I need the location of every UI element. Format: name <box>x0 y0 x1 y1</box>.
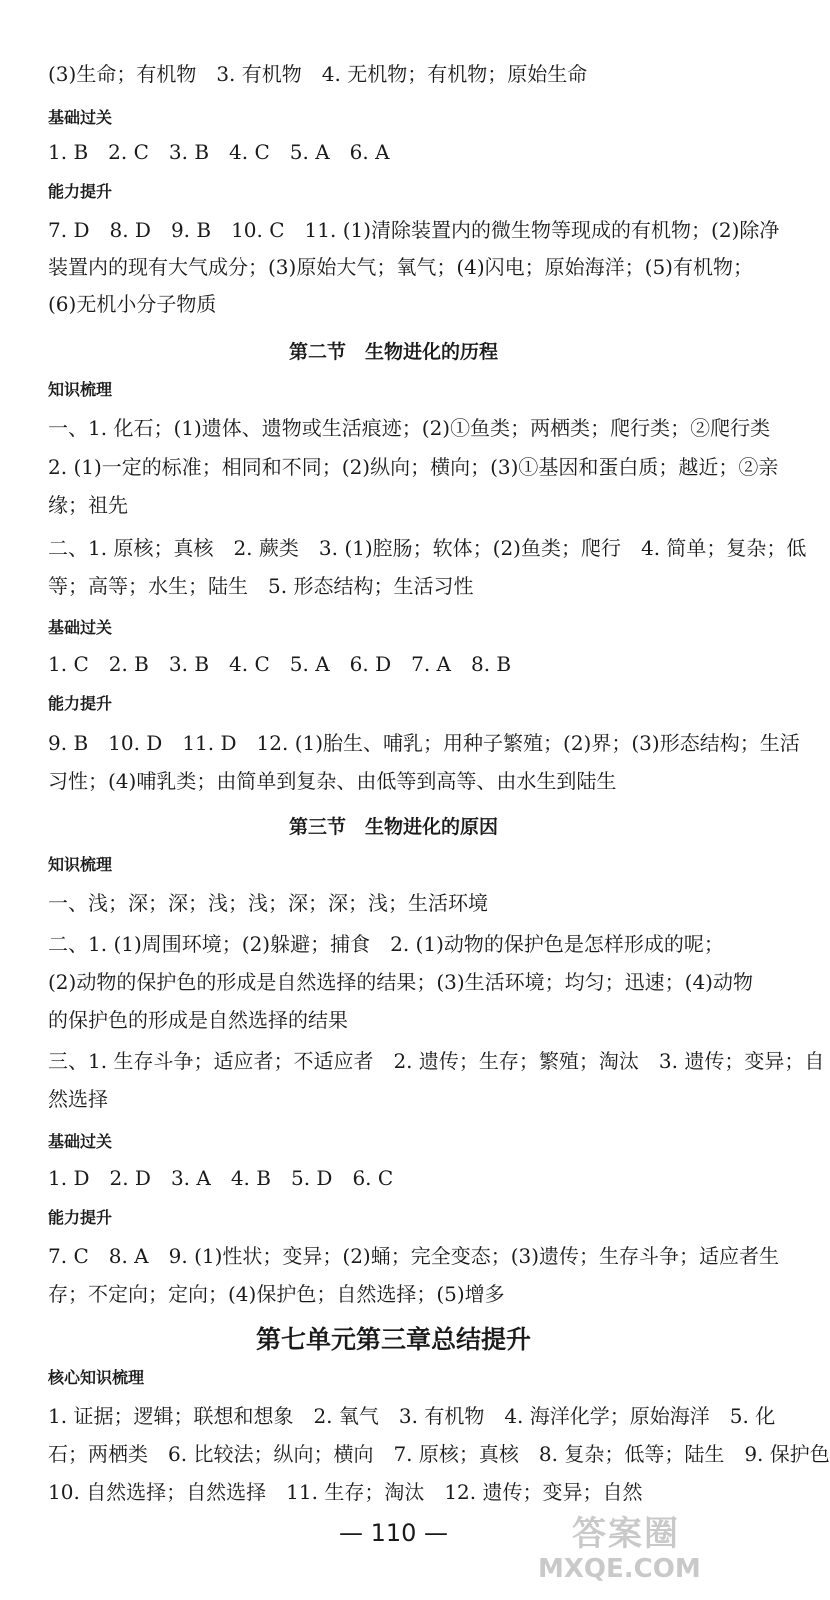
text-line: 等；高等；水生；陆生 5. 形态结构；生活习性 <box>48 574 474 598</box>
text-line: 1. B 2. C 3. B 4. C 5. A 6. A <box>48 140 390 164</box>
watermark-text: 答案圈 <box>572 1514 680 1554</box>
heading-knowledge-review: 知识梳理 <box>48 855 113 874</box>
text-line: 缘；祖先 <box>48 493 128 517</box>
section-title: 第三节 生物进化的原因 <box>288 816 498 838</box>
heading-basic-check: 基础过关 <box>48 618 113 637</box>
unit-title: 第七单元第三章总结提升 <box>255 1325 531 1354</box>
watermark <box>520 1506 770 1588</box>
page-number: — 110 — <box>338 1519 449 1547</box>
heading-knowledge-review: 知识梳理 <box>48 380 113 399</box>
text-line: (6)无机小分子物质 <box>48 292 217 316</box>
text-line: 石；两栖类 6. 比较法；纵向；横向 7. 原核；真核 8. 复杂；低等；陆生 9. 保护色 <box>48 1442 830 1466</box>
text-line: 的保护色的形成是自然选择的结果 <box>48 1008 348 1032</box>
watermark-url: MXQE.COM <box>538 1554 701 1584</box>
text-line: 装置内的现有大气成分；(3)原始大气；氧气；(4)闪电；原始海洋；(5)有机物； <box>48 255 753 279</box>
heading-ability-boost: 能力提升 <box>48 1208 113 1227</box>
section-title: 第二节 生物进化的历程 <box>288 341 498 363</box>
heading-ability-boost: 能力提升 <box>48 694 113 713</box>
text-line: 10. 自然选择；自然选择 11. 生存；淘汰 12. 遗传；变异；自然 <box>48 1480 643 1504</box>
text-line: 存；不定向；定向；(4)保护色；自然选择；(5)增多 <box>48 1282 505 1306</box>
text-line: (3)生命；有机物 3. 有机物 4. 无机物；有机物；原始生命 <box>48 62 588 86</box>
text-line: 然选择 <box>48 1087 108 1111</box>
heading-ability-boost: 能力提升 <box>48 182 113 201</box>
heading-core-knowledge: 核心知识梳理 <box>48 1368 145 1387</box>
text-line: 一、浅；深；深；浅；浅；深；深；浅；生活环境 <box>48 891 488 915</box>
heading-basic-check: 基础过关 <box>48 1132 113 1151</box>
text-line: 2. (1)一定的标准；相同和不同；(2)纵向；横向；(3)①基因和蛋白质；越近；②亲 <box>48 455 779 479</box>
heading-basic-check: 基础过关 <box>48 108 113 127</box>
text-line: 二、1. 原核；真核 2. 蕨类 3. (1)腔肠；软体；(2)鱼类；爬行 4. 简单；复杂；低 <box>48 536 807 560</box>
text-line: 1. 证据；逻辑；联想和想象 2. 氧气 3. 有机物 4. 海洋化学；原始海洋 5. 化 <box>48 1404 776 1428</box>
text-line: 1. D 2. D 3. A 4. B 5. D 6. C <box>48 1166 394 1190</box>
text-line: 7. D 8. D 9. B 10. C 11. (1)清除装置内的微生物等现成的有机物；(2)除净 <box>48 218 780 242</box>
text-line: 9. B 10. D 11. D 12. (1)胎生、哺乳；用种子繁殖；(2)界；(3)形态结构；生活 <box>48 731 800 755</box>
text-line: 1. C 2. B 3. B 4. C 5. A 6. D 7. A 8. B <box>48 652 512 676</box>
text-line: 一、1. 化石；(1)遗体、遗物或生活痕迹；(2)①鱼类；两栖类；爬行类；②爬行类 <box>48 416 771 440</box>
text-line: 习性；(4)哺乳类；由简单到复杂、由低等到高等、由水生到陆生 <box>48 769 617 793</box>
text-line: 二、1. (1)周围环境；(2)躲避；捕食 2. (1)动物的保护色是怎样形成的呢； <box>48 932 724 956</box>
text-line: 三、1. 生存斗争；适应者；不适应者 2. 遗传；生存；繁殖；淘汰 3. 遗传；变异；自 <box>48 1049 825 1073</box>
text-line: 7. C 8. A 9. (1)性状；变异；(2)蛹；完全变态；(3)遗传；生存斗争；适应者生 <box>48 1244 780 1268</box>
text-line: (2)动物的保护色的形成是自然选择的结果；(3)生活环境；均匀；迅速；(4)动物 <box>48 970 753 994</box>
